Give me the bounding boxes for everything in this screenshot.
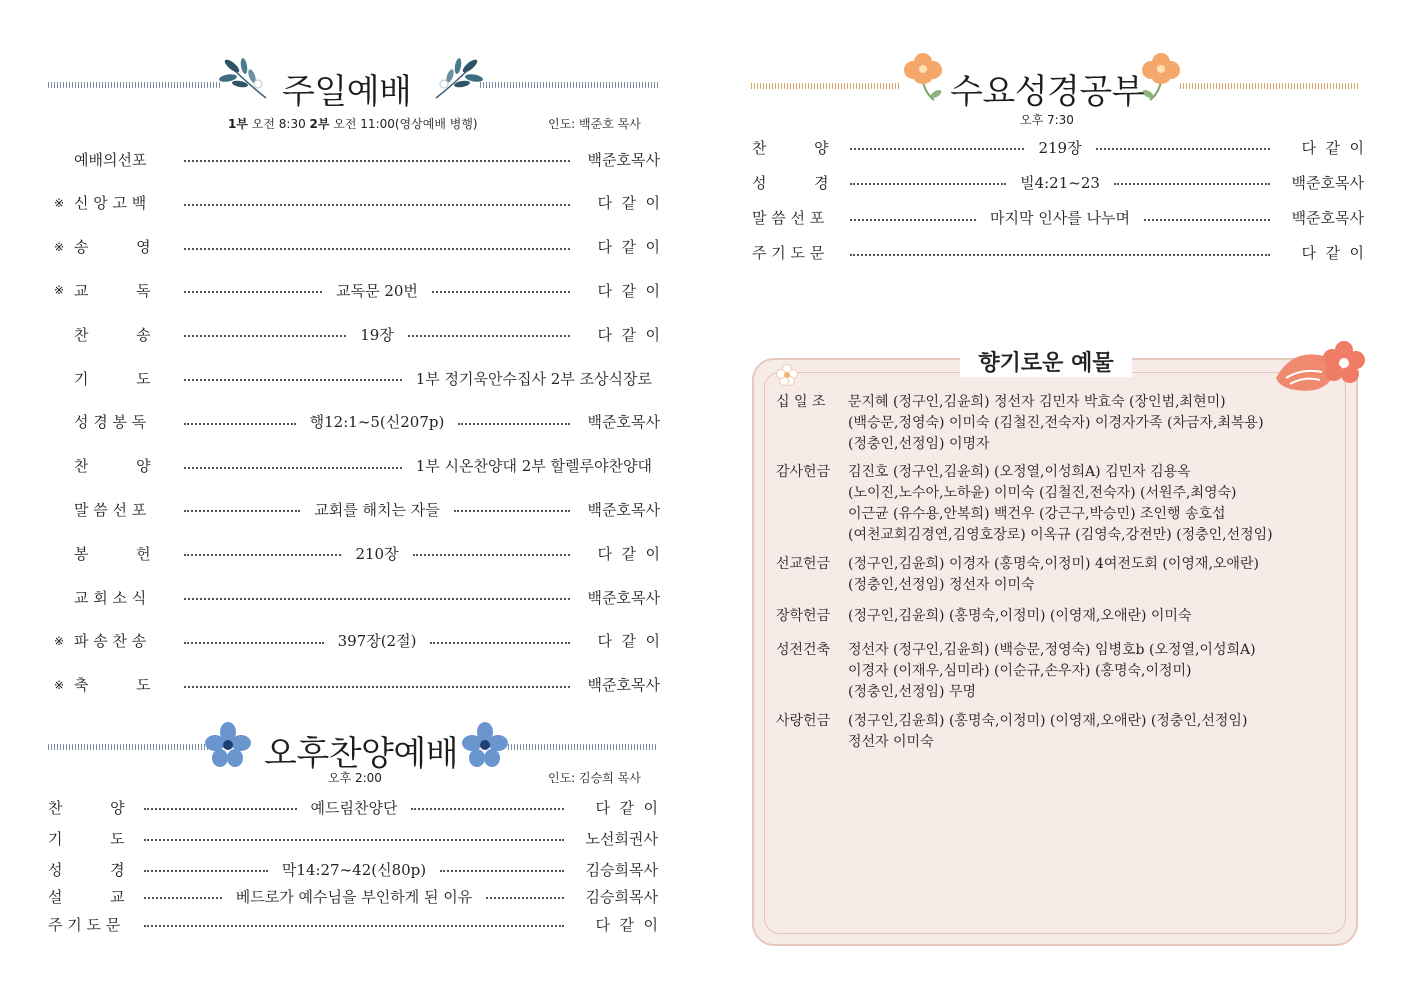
leader-dots <box>430 642 570 644</box>
leader-dots <box>144 870 268 872</box>
order-item-label: 찬 양 <box>48 798 125 817</box>
order-item-content: 빌4:21~23 <box>1020 173 1100 192</box>
leader-dots <box>184 379 402 381</box>
offering-names-line: (노이진,노수아,노하윤) 이미숙 (김철진,전숙자) (서원주,최영숙) <box>848 485 1237 501</box>
offering-type-label: 감사헌금 <box>776 464 831 480</box>
order-item-label: 찬 송 <box>74 325 151 344</box>
leader-dots <box>184 423 296 425</box>
order-item-label: 기 도 <box>48 829 125 848</box>
offering-names-line: (정구인,김윤희) (홍명숙,이정미) (이영재,오애란) (정충인,선정임) <box>848 713 1248 729</box>
order-item-content: 1부 정기욱안수집사 2부 조상식장로 <box>415 369 652 388</box>
leaf-branch-icon <box>218 54 274 102</box>
offering-type-label: 성전건축 <box>776 642 831 658</box>
order-item-content: 교회를 해치는 자들 <box>314 500 440 519</box>
order-item-label: 성 경 봉 독 <box>74 413 147 432</box>
offering-names-line: (정구인,김윤희) (홍명숙,이정미) (이영재,오애란) 이미숙 <box>848 608 1192 624</box>
order-item-person: 다 같 이 <box>597 544 660 563</box>
offering-type-label: 사랑헌금 <box>776 713 831 729</box>
leader-dots <box>1114 183 1270 185</box>
offering-names-line: 이경자 (이재우,심미라) (이순규,손우자) (홍명숙,이정미) <box>848 663 1192 679</box>
order-item-label: 주 기 도 문 <box>48 915 121 934</box>
offering-type-label: 선교헌금 <box>776 556 831 572</box>
order-item-content: 마지막 인사를 나누며 <box>990 209 1130 228</box>
blue-flower-icon <box>462 722 508 768</box>
afternoon-row <box>48 858 658 880</box>
order-item-person: 다 같 이 <box>595 798 659 817</box>
leader-dots <box>184 204 570 206</box>
order-item-content: 교독문 20번 <box>336 281 418 300</box>
required-standing-mark: ※ <box>54 283 65 298</box>
leader-dots <box>144 925 564 927</box>
leader-dots <box>850 183 1006 185</box>
sunday-row <box>54 323 660 345</box>
leader-dots <box>184 598 570 600</box>
sunday-row <box>54 148 660 170</box>
sunday-row <box>54 542 660 564</box>
order-item-person: 다 같 이 <box>597 632 661 651</box>
order-item-person: 다 같 이 <box>597 281 661 300</box>
small-flower-icon <box>776 364 798 386</box>
leader-dots <box>184 335 346 337</box>
leader-dots <box>184 642 324 644</box>
leader-dots <box>850 254 1270 256</box>
order-item-content: 397장(2절) <box>337 632 417 651</box>
order-item-content: 베드로가 예수님을 부인하게 된 이유 <box>235 887 473 906</box>
leader-dots <box>411 808 564 810</box>
order-item-person: 김승희목사 <box>585 887 658 906</box>
sunday-row <box>54 630 660 652</box>
order-item-person: 다 같 이 <box>597 238 660 257</box>
sunday-leader: 인도: 백준호 목사 <box>548 117 641 131</box>
order-item-label: 신 앙 고 백 <box>74 194 147 213</box>
offering-names-line: (백승문,정영숙) 이미숙 (김철진,전숙자) 이경자가족 (차금자,최복용) <box>848 415 1264 431</box>
order-item-person: 백준호목사 <box>587 500 660 519</box>
order-item-content: 행12:1~5(신207p) <box>309 413 445 432</box>
sunday-row <box>54 279 660 301</box>
leader-dots <box>184 554 341 556</box>
wednesday-title: 수요성경공부 <box>950 72 1145 112</box>
leader-dots <box>454 510 570 512</box>
sunday-row <box>54 367 660 389</box>
offering-names-line: (정구인,김윤희) 이경자 (홍명숙,이정미) 4여전도회 (이영재,오애란) <box>848 556 1259 572</box>
required-standing-mark: ※ <box>54 239 65 254</box>
afternoon-row <box>48 827 658 849</box>
order-item-content: 1부 시온찬양대 2부 할렐루야찬양대 <box>415 457 652 476</box>
leader-dots <box>144 839 564 841</box>
order-item-person: 백준호목사 <box>587 676 660 695</box>
leader-dots <box>408 335 570 337</box>
leader-dots <box>184 248 570 250</box>
leader-dots <box>184 160 570 162</box>
order-item-person: 노선희권사 <box>585 829 658 848</box>
order-item-label: 말 씀 선 포 <box>752 209 825 228</box>
order-item-label: 성 경 <box>752 173 829 192</box>
sunday-ruler-left <box>48 82 220 88</box>
afternoon-ruler-right <box>508 744 658 750</box>
leader-dots <box>184 686 570 688</box>
order-item-label: 성 경 <box>48 860 125 879</box>
sunday-ruler-right <box>480 82 658 88</box>
leader-dots <box>440 870 564 872</box>
wednesday-row <box>752 207 1364 229</box>
offering-type-label: 십 일 조 <box>776 394 826 410</box>
order-item-label: 교 독 <box>74 281 151 300</box>
order-item-content: 예드림찬양단 <box>310 798 398 817</box>
order-item-person: 백준호목사 <box>1291 173 1364 192</box>
leader-dots <box>413 554 570 556</box>
wednesday-row <box>752 136 1364 158</box>
leaf-branch-icon <box>428 54 484 102</box>
afternoon-ruler-left <box>48 744 208 750</box>
wednesday-row <box>752 242 1364 264</box>
afternoon-time: 오후 2:00 <box>328 771 382 785</box>
order-item-label: 주 기 도 문 <box>752 244 825 263</box>
leader-dots <box>184 510 300 512</box>
leader-dots <box>458 423 570 425</box>
order-item-label: 파 송 찬 송 <box>74 632 147 651</box>
afternoon-title: 오후찬양예배 <box>264 734 459 774</box>
sunday-times: 1부 오전 8:30 2부 오전 11:00(영상예배 병행) <box>228 117 478 131</box>
leader-dots <box>850 148 1024 150</box>
order-item-person: 백준호목사 <box>1291 209 1365 228</box>
offering-names-line: (정충인,선정임) 이명자 <box>848 436 990 452</box>
blue-flower-icon <box>205 722 251 768</box>
leader-dots <box>184 291 322 293</box>
offering-names-line: (여천교회김경연,김영호장로) 이옥규 (김영숙,강전만) (정충인,선정임) <box>848 527 1273 543</box>
order-item-person: 백준호목사 <box>587 150 660 169</box>
offering-names-line: 정선자 이미숙 <box>848 734 934 750</box>
required-standing-mark: ※ <box>54 633 65 648</box>
afternoon-row <box>48 796 658 818</box>
offering-type-label: 장학헌금 <box>776 608 831 624</box>
offering-names-line: 김진호 (정구인,김윤희) (오정열,이성희A) 김민자 김용옥 <box>848 464 1191 480</box>
offering-names-line: 정선자 (정구인,김윤희) (백승문,정영숙) 임병호b (오정열,이성희A) <box>848 642 1256 658</box>
order-item-person: 다 같 이 <box>595 915 658 934</box>
order-item-label: 축 도 <box>74 676 151 695</box>
sunday-row <box>54 411 660 433</box>
order-item-label: 송 영 <box>74 238 151 257</box>
offering-names-line: (정충인,선정임) 무명 <box>848 684 977 700</box>
offering-names-line: (정충인,선정임) 정선자 이미숙 <box>848 577 1035 593</box>
coral-flower-icon <box>1272 338 1368 398</box>
orange-flower-icon <box>1138 52 1184 102</box>
order-item-label: 봉 헌 <box>74 544 151 563</box>
sunday-row <box>54 455 660 477</box>
order-item-label: 찬 양 <box>752 138 829 157</box>
afternoon-leader: 인도: 김승희 목사 <box>548 771 641 785</box>
offering-names-line: 이근균 (유수용,안복희) 백건우 (강근구,박승민) 조인행 송호섭 <box>848 506 1226 522</box>
leader-dots <box>432 291 570 293</box>
order-item-label: 교 회 소 식 <box>74 588 147 607</box>
order-item-content: 막14:27~42(신80p) <box>281 860 427 879</box>
order-item-label: 기 도 <box>74 369 151 388</box>
order-item-label: 찬 양 <box>74 457 151 476</box>
sunday-title: 주일예배 <box>282 72 412 112</box>
leader-dots <box>1096 148 1270 150</box>
order-item-person: 백준호목사 <box>587 588 660 607</box>
afternoon-row <box>48 885 658 907</box>
order-item-content: 19장 <box>360 325 394 344</box>
order-item-label: 설 교 <box>48 887 125 906</box>
sunday-row <box>54 586 660 608</box>
sunday-row <box>54 236 660 258</box>
order-item-label: 예배의선포 <box>74 150 147 169</box>
offering-title: 향기로운 예물 <box>960 346 1132 377</box>
order-item-label: 말 씀 선 포 <box>74 500 147 519</box>
leader-dots <box>184 467 402 469</box>
leader-dots <box>1144 219 1270 221</box>
wednesday-ruler-left <box>751 83 899 89</box>
order-item-content: 219장 <box>1038 138 1082 157</box>
afternoon-row <box>48 913 658 935</box>
leader-dots <box>850 219 976 221</box>
order-item-person: 다 같 이 <box>597 325 661 344</box>
sunday-row <box>54 674 660 696</box>
sunday-row <box>54 498 660 520</box>
wednesday-row <box>752 171 1364 193</box>
order-item-person: 다 같 이 <box>597 194 660 213</box>
leader-dots <box>144 808 297 810</box>
order-item-person: 다 같 이 <box>1301 244 1364 263</box>
required-standing-mark: ※ <box>54 677 65 692</box>
order-item-person: 다 같 이 <box>1301 138 1364 157</box>
leader-dots <box>144 897 222 899</box>
wednesday-time: 오후 7:30 <box>1020 113 1074 127</box>
order-item-person: 백준호목사 <box>587 413 660 432</box>
wednesday-ruler-right <box>1180 83 1360 89</box>
orange-flower-icon <box>900 52 946 102</box>
leader-dots <box>486 897 564 899</box>
offering-names-line: 문지혜 (정구인,김윤희) 정선자 김민자 박효숙 (장인범,최현미) <box>848 394 1226 410</box>
order-item-content: 210장 <box>355 544 399 563</box>
sunday-row <box>54 192 660 214</box>
order-item-person: 김승희목사 <box>585 860 659 879</box>
required-standing-mark: ※ <box>54 195 65 210</box>
